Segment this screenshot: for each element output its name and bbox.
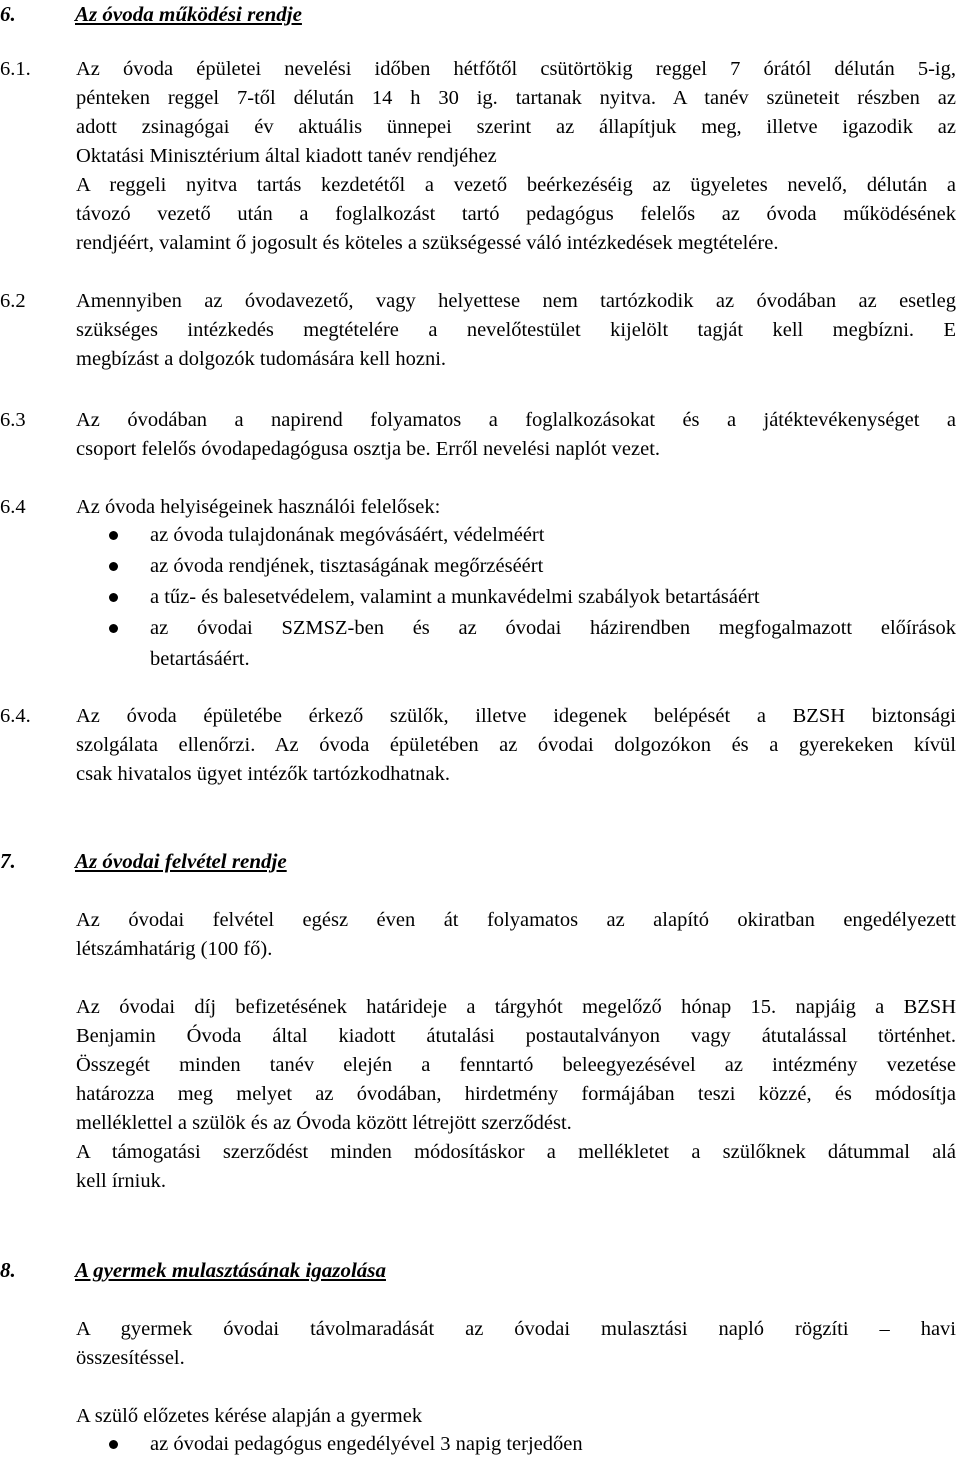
section-8-paragraph-1 [76,1315,956,1373]
text-line: csak hivatalos ügyet intézők tartózkodhatnak. [76,763,451,785]
list-item-text: betartásáért. [150,648,250,670]
section-number: 6. [0,2,16,26]
text-line: kell írniuk. [76,1170,166,1192]
bullet-icon [109,624,118,633]
text-line: A reggeli nyitva tartás kezdetétől a vezető beérkezéséig az ügyeletes nevelő, délután a [76,174,956,196]
section-number: 8. [0,1258,16,1282]
section-6-4b-number: 6.4. [0,705,31,727]
section-6-4-number: 6.4 [0,496,26,518]
text-line: adott zsinagógai év aktuális ünnepei szerint az állapítjuk meg, illetve igazodik az [76,116,956,138]
text-line: távozó vezető után a foglalkozást tartó pedagógus felelős az óvoda működésének [76,203,956,225]
section-title: Az óvoda működési rendje [75,2,302,26]
section-6-2-number: 6.2 [0,290,26,312]
text-line: megbízást a dolgozók tudomására kell hozni. [76,348,447,370]
list-item-text: az óvodai SZMSZ-ben és az óvodai házirendben megfogalmazott előírások [150,617,956,639]
section-6-4-intro [76,493,956,522]
section-6-4-bullet-list [76,520,956,675]
text-line: Az óvodai felvétel egész éven át folyamatos az alapító okiratban engedélyezett [76,909,956,931]
list-item-text: az óvoda tulajdonának megóvásáért, védelméért [150,524,545,546]
bullet-icon [109,531,118,540]
text-line: pénteken reggel 7-től délután 14 h 30 ig. tartanak nyitva. A tanév szüneteit részben az [76,87,956,109]
section-7-paragraph-2 [76,993,956,1138]
text-line: határozza meg melyet az óvodában, hirdetmény formájában teszi közzé, és módosítja [76,1083,956,1105]
list-item-text: az óvodai pedagógus engedélyével 3 napig terjedően [150,1433,583,1455]
text-line: összesítéssel. [76,1347,185,1369]
text-line: Az óvoda épületei nevelési időben hétfőtől csütörtökig reggel 7 órától délután 5-ig, [76,58,956,80]
bullet-icon [109,562,118,571]
section-number: 7. [0,849,16,873]
section-7-paragraph-3 [76,1138,956,1196]
text-line: Benjamin Óvoda által kiadott átutalási postautalványon vagy átutalással történhet. [76,1025,956,1047]
text-line: Az óvoda épületébe érkező szülők, illetve idegenek belépését a BZSH biztonsági [76,705,956,727]
list-item [76,551,956,582]
section-6-3-number: 6.3 [0,409,26,431]
list-item-text: a tűz- és balesetvédelem, valamint a munkavédelmi szabályok betartásáért [150,586,760,608]
section-6-heading [0,0,302,28]
text-line: A gyermek óvodai távolmaradását az óvodai mulasztási napló rögzíti – havi [76,1318,956,1340]
section-6-3-paragraph [76,406,956,464]
section-8-paragraph-2 [76,1402,956,1431]
bullet-icon [109,593,118,602]
section-8-bullet-list [76,1429,956,1460]
text-line: szolgálata ellenőrzi. Az óvoda épületében az óvodai dolgozókon és a gyerekeken kívül [76,734,956,756]
text-line: Oktatási Minisztérium által kiadott tanév rendjéhez [76,145,497,167]
section-7-heading [0,847,287,875]
section-title: A gyermek mulasztásának igazolása [75,1258,386,1282]
text-line: Az óvodai díj befizetésének határideje a tárgyhót megelőző hónap 15. napjáig a BZSH [76,996,956,1018]
list-item [76,582,956,613]
text-line: Az óvodában a napirend folyamatos a foglalkozásokat és a játéktevékenységet a [76,409,956,431]
text-line: A szülő előzetes kérése alapján a gyermek [76,1405,423,1427]
section-6-4b-paragraph [76,702,956,789]
list-item [76,613,956,675]
section-6-1-paragraph [76,55,956,258]
text-line: létszámhatárig (100 fő). [76,938,273,960]
text-line: melléklettel a szülök és az Óvoda között létrejött szerződést. [76,1112,572,1134]
list-item [76,1429,956,1460]
section-6-2-paragraph [76,287,956,374]
text-line: Összegét minden tanév elején a fenntartó beleegyezésével az intézmény vezetése [76,1054,956,1076]
text-line: rendjéért, valamint ő jogosult és köteles a szükségessé váló intézkedések megtételére. [76,232,779,254]
section-title: Az óvodai felvétel rendje [75,849,287,873]
section-8-heading [0,1256,386,1284]
text-line: Amennyiben az óvodavezető, vagy helyettese nem tartózkodik az óvodában az esetleg [76,290,956,312]
section-6-1-number: 6.1. [0,58,31,80]
text-line: A támogatási szerződést minden módosításkor a mellékletet a szülőknek dátummal alá [76,1141,956,1163]
list-item [76,520,956,551]
text-line: Az óvoda helyiségeinek használói felelősek: [76,496,441,518]
list-item-text: az óvoda rendjének, tisztaságának megőrzéséért [150,555,544,577]
section-7-paragraph-1 [76,906,956,964]
text-line: szükséges intézkedés megtételére a nevelőtestület kijelölt tagját kell megbízni. E [76,319,956,341]
text-line: csoport felelős óvodapedagógusa osztja be. Erről nevelési naplót vezet. [76,438,661,460]
bullet-icon [109,1440,118,1449]
